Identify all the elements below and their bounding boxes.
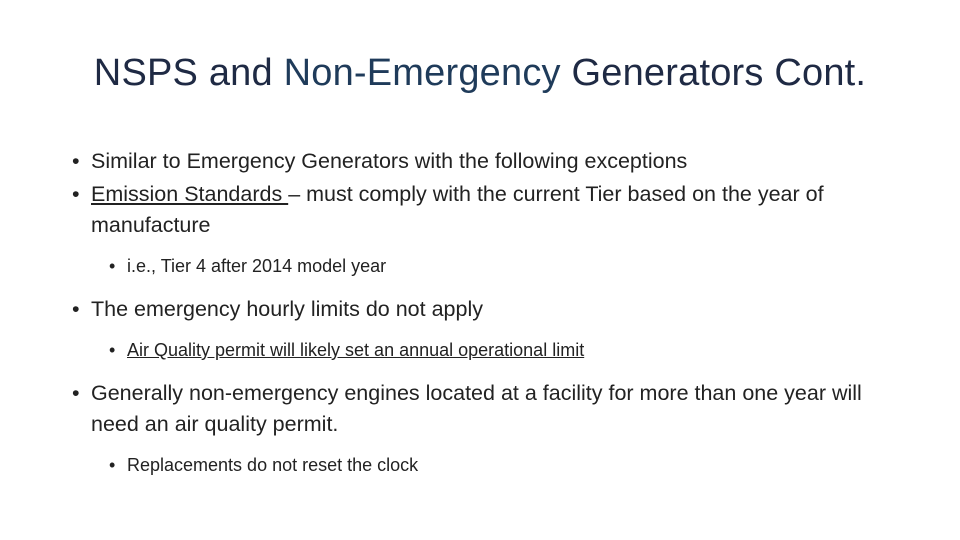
bullet-text: The emergency hourly limits do not apply (91, 297, 483, 321)
bullet-item-3 (72, 294, 902, 325)
sub-bullet-item-1 (72, 253, 902, 280)
title-part-1: NSPS and (93, 52, 284, 94)
bullet-icon: • (72, 149, 80, 173)
bullet-icon: • (72, 297, 80, 321)
bullet-icon: • (109, 340, 116, 360)
bullet-text: Replacements do not reset the clock (127, 455, 419, 475)
bullet-text: Similar to Emergency Generators with the following exceptions (91, 149, 688, 173)
bullet-icon: • (109, 256, 116, 276)
sub-bullet-item-3 (72, 452, 902, 479)
bullet-item-4 (72, 378, 902, 440)
bullet-text: i.e., Tier 4 after 2014 model year (127, 256, 387, 276)
bullet-text-underlined: Emission Standards (91, 182, 289, 206)
bullet-item-2 (72, 179, 902, 241)
bullet-item-1 (72, 146, 902, 177)
bullet-text: Generally non-emergency engines located at a facility for more than one year will need an air quality permit. (91, 381, 862, 436)
bullet-icon: • (72, 381, 80, 405)
bullet-list (72, 146, 902, 479)
bullet-icon: • (72, 182, 80, 206)
bullet-icon: • (109, 455, 116, 475)
bullet-text-underlined: Air Quality permit will likely set an annual operational limit (127, 340, 585, 360)
bullet-text: – must comply with the current Tier based on the year of manufacture (91, 182, 824, 237)
title-part-2: Non-Emergency (283, 52, 561, 94)
sub-bullet-item-2 (72, 337, 902, 364)
slide-title (0, 52, 960, 95)
title-part-3: Generators Cont. (560, 52, 867, 94)
